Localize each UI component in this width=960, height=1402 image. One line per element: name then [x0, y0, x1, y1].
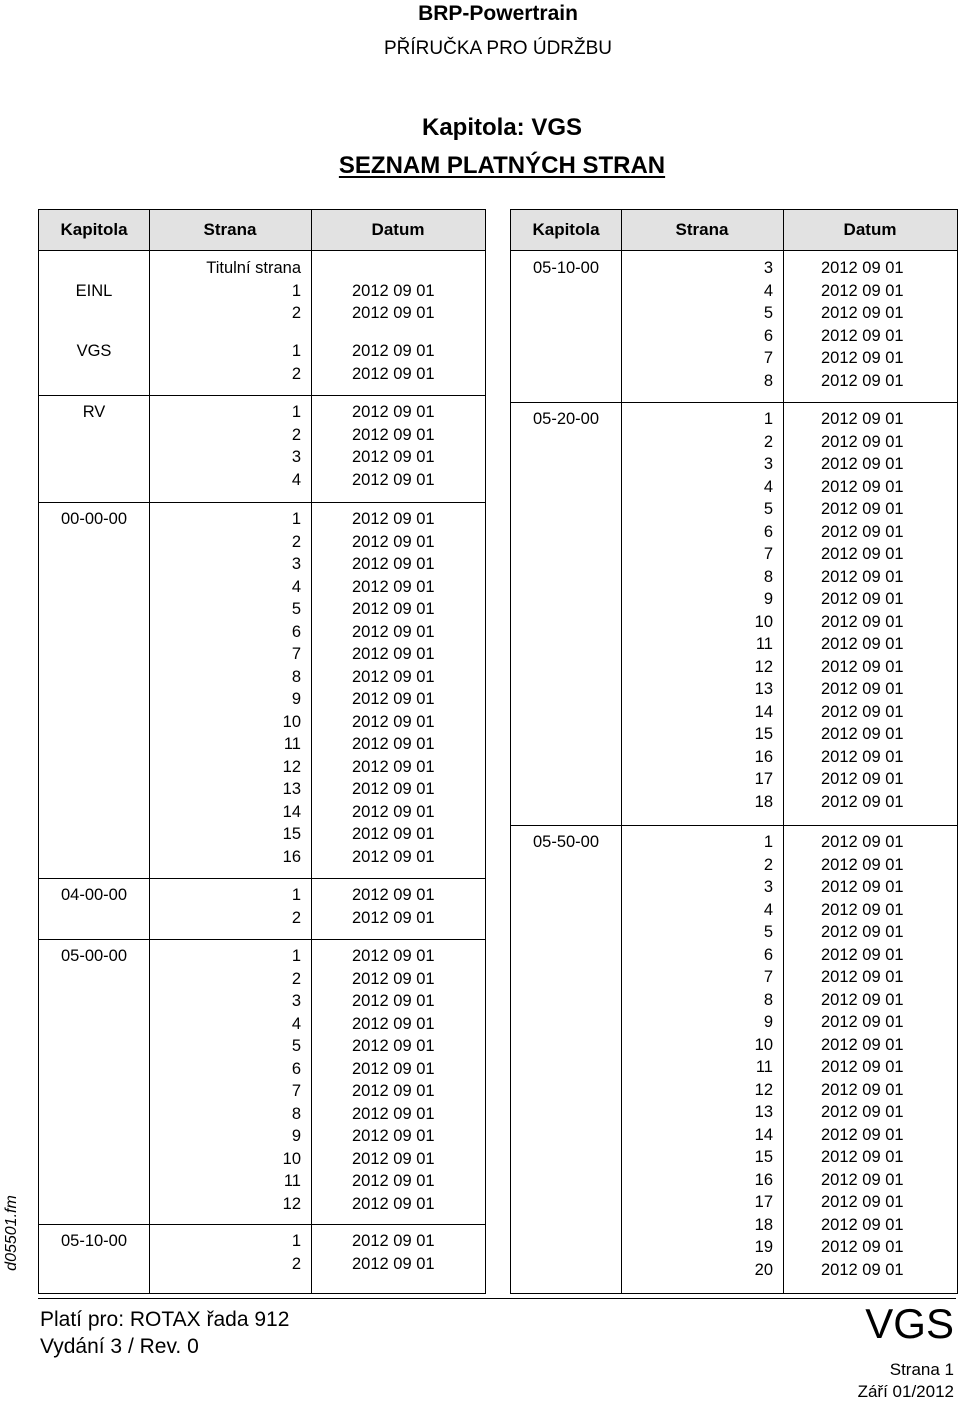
page-date: 2012 09 01	[821, 792, 904, 811]
page-number: 5	[291, 1037, 301, 1055]
table-row	[511, 635, 957, 658]
page-number: 2	[763, 855, 773, 874]
table-row	[39, 471, 485, 494]
table-row	[511, 372, 957, 395]
page-date: 2012 09 01	[821, 968, 904, 986]
page-date: 2012 09 01	[821, 477, 904, 496]
table-row	[511, 968, 957, 991]
table-row	[511, 901, 957, 924]
table-row	[511, 703, 957, 726]
table-row	[39, 803, 485, 826]
page-number: 4	[763, 900, 773, 919]
page-number: 13	[754, 680, 773, 698]
page-date: 2012 09 01	[352, 667, 435, 686]
page-number: 14	[282, 802, 301, 821]
page-date: 2012 09 01	[352, 1149, 435, 1168]
table-row	[511, 1261, 957, 1284]
page-number: 16	[282, 847, 301, 866]
page-number: 6	[291, 1059, 301, 1078]
page-number: 18	[754, 1215, 773, 1234]
table-row	[511, 793, 957, 816]
page-date: 2012 09 01	[821, 657, 904, 676]
table-row	[39, 555, 485, 578]
page-number: 20	[754, 1260, 773, 1279]
table-row	[39, 1060, 485, 1083]
page-date: 2012 09 01	[821, 990, 904, 1009]
footer-page: Strana 1	[889, 1360, 954, 1379]
page-number: 5	[291, 600, 301, 618]
page-date: 2012 09 01	[352, 1104, 435, 1123]
page-date: 2012 09 01	[352, 908, 435, 927]
chapter-code: 05-00-00	[60, 947, 128, 965]
chapter-code: EINL	[75, 281, 113, 300]
table-row	[511, 1193, 957, 1216]
page-date: 2012 09 01	[352, 403, 435, 421]
table-row	[511, 433, 957, 456]
table-row	[39, 510, 485, 533]
table-row	[39, 1127, 485, 1150]
table-row	[511, 1058, 957, 1081]
file-label: d05501.fm	[3, 1195, 20, 1271]
page-date: 2012 09 01	[821, 1125, 904, 1144]
chapter-title: Kapitola: VGS	[421, 114, 583, 141]
table-row	[39, 1172, 485, 1195]
page-date: 2012 09 01	[352, 886, 435, 904]
page-number: 1	[291, 947, 301, 965]
page-number: 15	[754, 725, 773, 743]
page-number: 2	[763, 432, 773, 451]
page-date: 2012 09 01	[352, 555, 435, 573]
page-date: 2012 09 01	[352, 1254, 435, 1273]
page-number: 11	[755, 635, 773, 653]
page-date: 2012 09 01	[821, 833, 904, 851]
page-date: 2012 09 01	[352, 992, 435, 1010]
page-date: 2012 09 01	[821, 410, 904, 428]
page-number: 14	[754, 702, 773, 721]
page-date: 2012 09 01	[352, 757, 435, 776]
table-row	[39, 1150, 485, 1173]
table-row	[39, 713, 485, 736]
page-number: 7	[291, 645, 301, 663]
table-row	[511, 568, 957, 591]
table-row	[39, 1232, 485, 1255]
table-header	[39, 210, 485, 251]
table-row	[39, 342, 485, 365]
page-date: 2012 09 01	[352, 1232, 435, 1250]
page-number: Titulní strana	[206, 259, 301, 277]
footer-rule	[38, 1298, 956, 1299]
table-row	[39, 448, 485, 471]
column-header-date: Datum	[371, 220, 425, 239]
page-number: 16	[754, 747, 773, 766]
page-date: 2012 09 01	[821, 612, 904, 631]
right-pages-table	[510, 209, 958, 1294]
page-date: 2012 09 01	[821, 878, 904, 896]
table-row	[39, 578, 485, 601]
table-row	[39, 909, 485, 932]
page-number: 1	[291, 281, 301, 300]
page-number: 4	[291, 1014, 301, 1033]
table-row	[39, 992, 485, 1015]
column-header-page: Strana	[675, 220, 729, 239]
page-number: 1	[763, 410, 773, 428]
footer-applies-to: Platí pro: ROTAX řada 912	[40, 1308, 290, 1331]
page-number: 5	[763, 923, 773, 941]
table-row	[39, 623, 485, 646]
page-number: 5	[763, 304, 773, 322]
page-number: 9	[291, 690, 301, 708]
page-date: 2012 09 01	[352, 448, 435, 466]
table-row	[39, 365, 485, 388]
page-date: 2012 09 01	[821, 747, 904, 766]
table-row	[39, 825, 485, 848]
page-date: 2012 09 01	[352, 600, 435, 618]
chapter-code: 04-00-00	[60, 886, 128, 904]
table-row	[511, 613, 957, 636]
footer-chapter-code: VGS	[865, 1300, 954, 1347]
page-date: 2012 09 01	[821, 945, 904, 964]
page-number: 1	[291, 342, 301, 360]
table-row	[39, 259, 485, 282]
brand-title: BRP-Powertrain	[418, 2, 578, 25]
table-row	[39, 1082, 485, 1105]
table-row	[511, 1013, 957, 1036]
page-date: 2012 09 01	[352, 825, 435, 843]
page-date: 2012 09 01	[352, 577, 435, 596]
page-date: 2012 09 01	[352, 712, 435, 731]
page-number: 6	[763, 945, 773, 964]
footer-date: Září 01/2012	[857, 1382, 954, 1401]
page-number: 6	[291, 622, 301, 641]
table-row	[39, 1015, 485, 1038]
table-row	[39, 947, 485, 970]
table-row	[511, 833, 957, 856]
page-date: 2012 09 01	[821, 1058, 904, 1076]
table-row	[511, 856, 957, 879]
page-date: 2012 09 01	[821, 1238, 904, 1256]
chapter-code: 05-20-00	[532, 410, 600, 428]
table-row	[511, 1081, 957, 1104]
table-row	[39, 1195, 485, 1218]
table-row	[511, 658, 957, 681]
table-row	[39, 403, 485, 426]
page-date: 2012 09 01	[352, 622, 435, 641]
page-number: 18	[754, 792, 773, 811]
page-date: 2012 09 01	[821, 371, 904, 390]
page-number: 2	[291, 1254, 301, 1273]
page-number: 11	[283, 1172, 301, 1190]
page-date: 2012 09 01	[352, 847, 435, 866]
page-number: 3	[291, 555, 301, 573]
page-date: 2012 09 01	[821, 1193, 904, 1211]
page-number: 12	[754, 1080, 773, 1099]
table-row	[39, 645, 485, 668]
table-row	[511, 748, 957, 771]
page-date: 2012 09 01	[352, 1037, 435, 1055]
page-date: 2012 09 01	[821, 1260, 904, 1279]
table-row	[39, 758, 485, 781]
table-row	[511, 1103, 957, 1126]
page-date: 2012 09 01	[352, 947, 435, 965]
chapter-code: 05-10-00	[60, 1232, 128, 1250]
table-row	[39, 304, 485, 327]
page-date: 2012 09 01	[821, 500, 904, 518]
table-row	[511, 500, 957, 523]
table-row	[39, 1037, 485, 1060]
table-row	[511, 259, 957, 282]
page-number: 16	[754, 1170, 773, 1189]
page-number: 4	[291, 470, 301, 489]
page-number: 1	[291, 510, 301, 528]
page-number: 2	[291, 532, 301, 551]
page-number: 5	[763, 500, 773, 518]
page-number: 10	[754, 612, 773, 631]
page-number: 10	[754, 1035, 773, 1054]
table-row	[511, 1126, 957, 1149]
page-number: 8	[763, 567, 773, 586]
page-date: 2012 09 01	[352, 532, 435, 551]
page-date: 2012 09 01	[352, 735, 435, 753]
page-date: 2012 09 01	[352, 802, 435, 821]
table-row	[511, 725, 957, 748]
page-number: 3	[291, 992, 301, 1010]
table-row	[511, 590, 957, 613]
table-row	[511, 282, 957, 305]
page-date: 2012 09 01	[821, 455, 904, 473]
page-date: 2012 09 01	[821, 635, 904, 653]
page-date: 2012 09 01	[352, 1172, 435, 1190]
page-date: 2012 09 01	[821, 259, 904, 277]
page-number: 13	[282, 780, 301, 798]
page-date: 2012 09 01	[352, 1194, 435, 1213]
page-date: 2012 09 01	[352, 1082, 435, 1100]
table-row	[39, 282, 485, 305]
page-date: 2012 09 01	[821, 522, 904, 541]
page-number: 1	[291, 403, 301, 421]
table-row	[511, 455, 957, 478]
page-date: 2012 09 01	[821, 725, 904, 743]
table-row	[511, 478, 957, 501]
page-number: 8	[291, 1104, 301, 1123]
page-number: 8	[763, 990, 773, 1009]
page-number: 19	[754, 1238, 773, 1256]
footer-edition: Vydání 3 / Rev. 0	[40, 1335, 199, 1358]
page-date: 2012 09 01	[821, 567, 904, 586]
page-date: 2012 09 01	[821, 900, 904, 919]
page-number: 2	[291, 364, 301, 383]
page-number: 7	[763, 968, 773, 986]
table-row	[511, 1148, 957, 1171]
table-row	[39, 970, 485, 993]
page-number: 3	[763, 259, 773, 277]
table-row	[39, 600, 485, 623]
chapter-code: 05-10-00	[532, 259, 600, 277]
page-number: 15	[282, 825, 301, 843]
page-date: 2012 09 01	[352, 1014, 435, 1033]
table-row	[511, 545, 957, 568]
column-header-chapter: Kapitola	[532, 220, 600, 239]
table-row	[511, 770, 957, 793]
table-row	[39, 780, 485, 803]
page-number: 13	[754, 1103, 773, 1121]
page-date: 2012 09 01	[352, 364, 435, 383]
page-number: 17	[754, 770, 773, 788]
page-number: 6	[763, 522, 773, 541]
table-row	[39, 533, 485, 556]
page-number: 10	[282, 1149, 301, 1168]
page-number: 3	[763, 455, 773, 473]
page-date: 2012 09 01	[352, 690, 435, 708]
page-date: 2012 09 01	[821, 855, 904, 874]
table-row	[39, 1255, 485, 1278]
page-number: 7	[291, 1082, 301, 1100]
chapter-code: 00-00-00	[60, 510, 128, 528]
table-row	[511, 523, 957, 546]
page-number: 12	[282, 757, 301, 776]
page-number: 14	[754, 1125, 773, 1144]
table-row	[511, 327, 957, 350]
column-header-date: Datum	[843, 220, 897, 239]
page-number: 10	[282, 712, 301, 731]
page-date: 2012 09 01	[352, 1059, 435, 1078]
page-number: 8	[291, 667, 301, 686]
table-row	[39, 1105, 485, 1128]
page-date: 2012 09 01	[821, 680, 904, 698]
page-date: 2012 09 01	[821, 349, 904, 367]
table-row	[39, 690, 485, 713]
table-row	[511, 304, 957, 327]
chapter-code: VGS	[76, 342, 112, 360]
table-row	[511, 410, 957, 433]
page-number: 9	[291, 1127, 301, 1145]
page-date: 2012 09 01	[821, 432, 904, 451]
page-number: 9	[763, 590, 773, 608]
chapter-code: RV	[82, 403, 106, 421]
page-date: 2012 09 01	[821, 326, 904, 345]
table-row	[511, 946, 957, 969]
page-date: 2012 09 01	[352, 470, 435, 489]
page-number: 7	[763, 349, 773, 367]
page-number: 7	[763, 545, 773, 563]
table-row	[39, 886, 485, 909]
page-number: 2	[291, 425, 301, 444]
page-date: 2012 09 01	[352, 342, 435, 360]
page-date: 2012 09 01	[821, 590, 904, 608]
page-number: 12	[754, 657, 773, 676]
table-row	[511, 1216, 957, 1239]
page-date: 2012 09 01	[352, 1127, 435, 1145]
page-date: 2012 09 01	[821, 1103, 904, 1121]
page-date: 2012 09 01	[821, 923, 904, 941]
page-number: 11	[755, 1058, 773, 1076]
manual-subtitle: PŘÍRUČKA PRO ÚDRŽBU	[383, 38, 613, 59]
page-number: 2	[291, 908, 301, 927]
page-date: 2012 09 01	[821, 770, 904, 788]
page-date: 2012 09 01	[821, 281, 904, 300]
page-number: 9	[763, 1013, 773, 1031]
table-row	[511, 1171, 957, 1194]
table-header	[511, 210, 957, 251]
chapter-code: 05-50-00	[532, 833, 600, 851]
table-row	[511, 1036, 957, 1059]
page-date: 2012 09 01	[821, 702, 904, 721]
page-date: 2012 09 01	[821, 1013, 904, 1031]
column-header-page: Strana	[203, 220, 257, 239]
table-row	[511, 1238, 957, 1261]
column-header-chapter: Kapitola	[60, 220, 128, 239]
page-number: 15	[754, 1148, 773, 1166]
left-pages-table	[38, 209, 486, 1294]
table-row	[511, 923, 957, 946]
page-number: 17	[754, 1193, 773, 1211]
page-date: 2012 09 01	[821, 304, 904, 322]
table-row	[39, 848, 485, 871]
page-date: 2012 09 01	[821, 1215, 904, 1234]
page-date: 2012 09 01	[352, 304, 435, 322]
page-date: 2012 09 01	[352, 645, 435, 663]
page-date: 2012 09 01	[352, 969, 435, 988]
page-number: 3	[291, 448, 301, 466]
page-date: 2012 09 01	[352, 780, 435, 798]
page-number: 6	[763, 326, 773, 345]
page-date: 2012 09 01	[352, 510, 435, 528]
page-date: 2012 09 01	[821, 1080, 904, 1099]
page-date: 2012 09 01	[821, 1170, 904, 1189]
table-row	[511, 991, 957, 1014]
page-date: 2012 09 01	[352, 281, 435, 300]
page-date: 2012 09 01	[821, 1148, 904, 1166]
table-row	[39, 668, 485, 691]
page-number: 1	[291, 1232, 301, 1250]
page-number: 2	[291, 304, 301, 322]
page-number: 12	[282, 1194, 301, 1213]
page-number: 1	[291, 886, 301, 904]
page-date: 2012 09 01	[352, 425, 435, 444]
page-number: 11	[283, 735, 301, 753]
page-date: 2012 09 01	[821, 1035, 904, 1054]
page-number: 4	[763, 477, 773, 496]
page-number: 4	[291, 577, 301, 596]
page-number: 3	[763, 878, 773, 896]
table-row	[511, 680, 957, 703]
page-date: 2012 09 01	[821, 545, 904, 563]
page-number: 8	[763, 371, 773, 390]
page-title: SEZNAM PLATNÝCH STRAN	[338, 152, 666, 179]
page-number: 4	[763, 281, 773, 300]
table-row	[39, 735, 485, 758]
table-row	[39, 426, 485, 449]
table-row	[511, 349, 957, 372]
page-number: 1	[763, 833, 773, 851]
table-row	[511, 878, 957, 901]
page-number: 2	[291, 969, 301, 988]
